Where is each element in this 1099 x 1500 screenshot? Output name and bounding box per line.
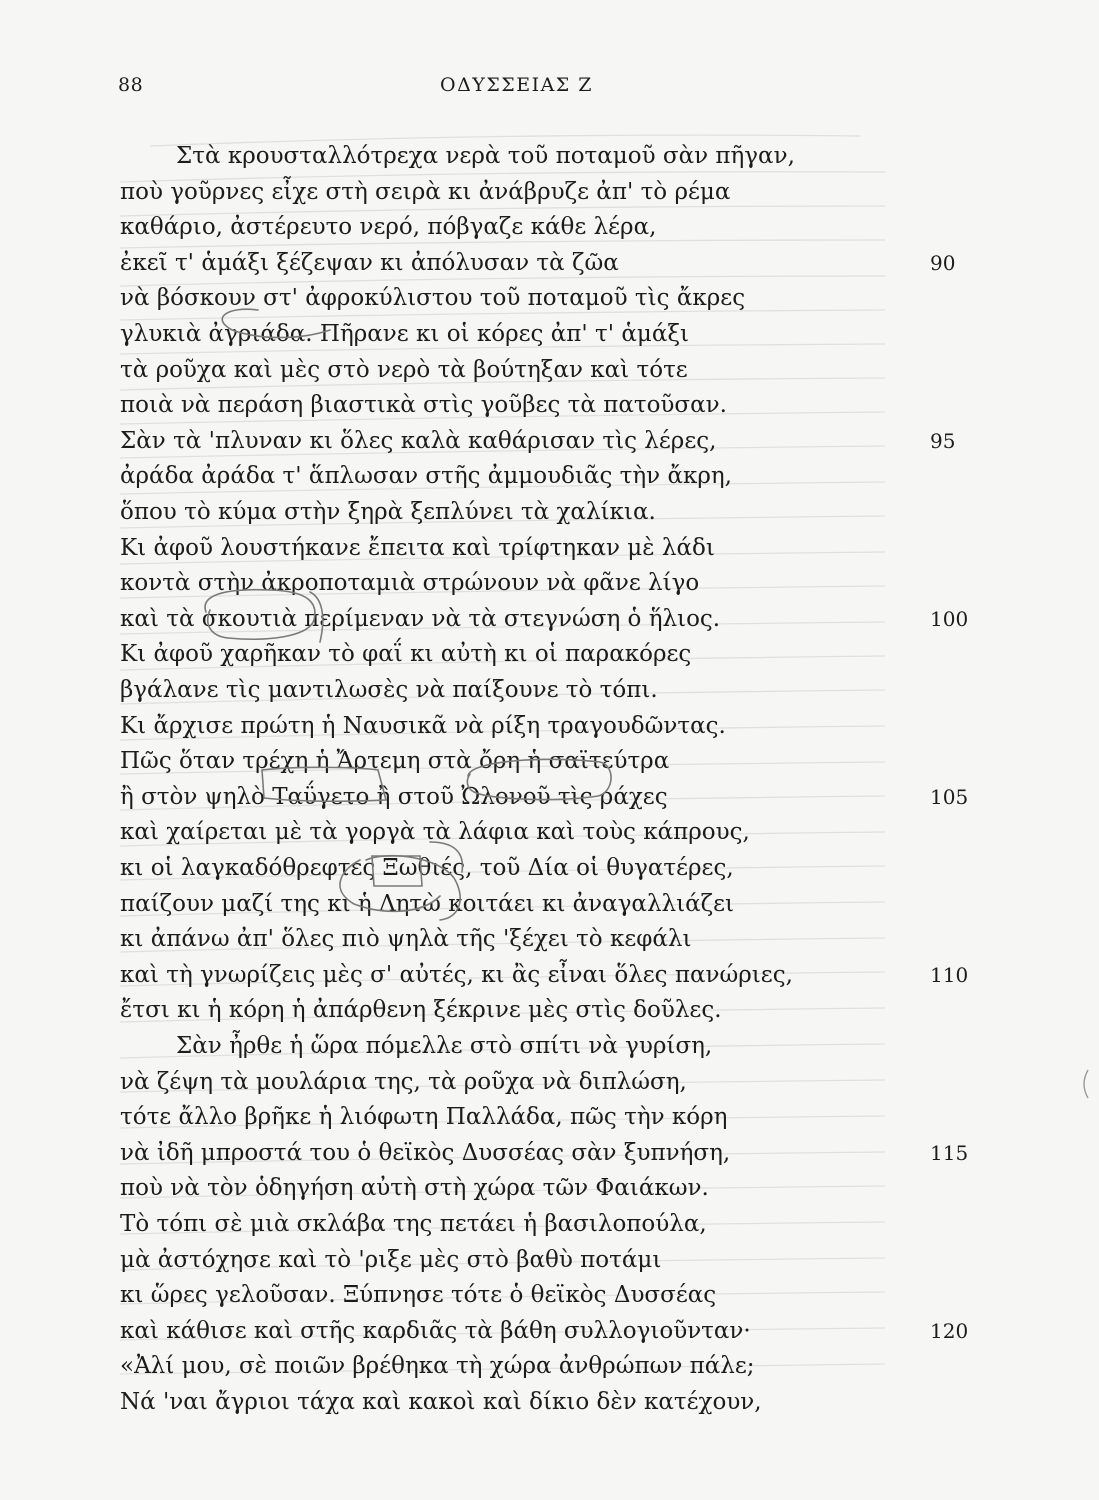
verse-line-text: νὰ ἰδῆ μπροστά του ὁ θεϊκὸς Δυσσέας σὰν ξυπνήση, [120,1139,731,1166]
verse-line-text: καὶ τὰ σκουτιὰ περίμεναν νὰ τὰ στεγνώση ὁ ἥλιος. [120,605,721,632]
verse-line-text: ποὺ γοῦρνες εἶχε στὴ σειρὰ κι ἀνάβρυζε ἀπ' τὸ ρέμα [120,178,731,205]
verse-line [120,139,960,175]
verse-line [120,993,960,1029]
verse-line-text: κι οἱ λαγκαδόθρεφτες Ξωθιές, τοῦ Δία οἱ θυγατέρες, [120,855,734,881]
verse-line-text: Σὰν τὰ 'πλυναν κι ὅλες καλὰ καθάρισαν τὶς λέρες, [120,427,717,454]
verse-line [120,637,960,673]
line-number: 95 [930,428,956,453]
verse-line [120,673,960,709]
verse-line-text: τότε ἄλλο βρῆκε ἡ λιόφωτη Παλλάδα, πῶς τὴν κόρη [120,1104,728,1131]
verse-line [120,1100,960,1136]
line-number: 100 [930,606,969,631]
verse-line [120,602,969,638]
verse-line [120,709,960,745]
verse-line-text: «Ἀλί μου, σὲ ποιῶν βρέθηκα τὴ χώρα ἀνθρώπων πάλε; [120,1353,755,1380]
verse-line-text: Κι ἄρχισε πρώτη ἡ Ναυσικᾶ νὰ ρίξη τραγουδῶντας. [120,712,726,739]
verse-line [120,1065,960,1101]
verse-line [120,922,960,958]
verse-line [120,210,960,246]
verse-line [120,246,960,282]
verse-line [120,1207,960,1243]
verse-line [120,1243,960,1279]
verse-line [120,1171,960,1207]
verse-line-text: ποιὰ νὰ περάση βιαστικὰ στὶς γοῦβες τὰ πατοῦσαν. [120,392,727,419]
verse-line [120,1349,960,1385]
verse-line [120,566,960,602]
verse-line [120,780,969,816]
verse-line-text: τὰ ροῦχα καὶ μὲς στὸ νερὸ τὰ βούτηξαν καὶ τότε [120,356,688,383]
verse-line-text: καὶ χαίρεται μὲ τὰ γοργὰ τὰ λάφια καὶ τοὺς κάπρους, [120,819,750,846]
verse-line-text: ποὺ νὰ τὸν ὁδηγήση αὐτὴ στὴ χώρα τῶν Φαιάκων. [120,1175,709,1202]
verse-line [120,958,969,994]
verse-line [120,744,960,780]
verse-line [120,887,960,923]
verse-line-text: κι ὥρες γελοῦσαν. Ξύπνησε τότε ὁ θεϊκὸς Δυσσέας [120,1282,717,1309]
verse-line-text: καὶ τὴ γνωρίζεις μὲς σ' αὐτές, κι ἂς εἶναι ὅλες πανώριες, [120,961,793,988]
verse-line-text: Κι ἀφοῦ χαρῆκαν τὸ φαΐ κι αὐτὴ κι οἱ παρακόρες [120,641,692,668]
verse-line-text: παίζουν μαζί της κι ἡ Λητὼ κοιτάει κι ἀναγαλλιάζει [120,890,735,917]
verse-line-text: βγάλανε τὶς μαντιλωσὲς νὰ παίξουνε τὸ τόπι. [120,677,658,703]
line-number: 90 [930,250,956,275]
verse-line-text: νὰ βόσκουν στ' ἀφροκύλιστου τοῦ ποταμοῦ τὶς ἄκρες [120,285,746,312]
verse-line [120,495,960,531]
verse-line [120,317,960,353]
verse-line [120,459,960,495]
verse-line [120,851,960,887]
verse-line-text: ἔτσι κι ἡ κόρη ἡ ἀπάρθενη ξέκρινε μὲς στὶς δοῦλες. [120,997,722,1024]
verse-line-text: μὰ ἀστόχησε καὶ τὸ 'ριξε μὲς στὸ βαθὺ ποτάμι [120,1246,662,1273]
verse-line-text: νὰ ζέψη τὰ μουλάρια της, τὰ ροῦχα νὰ διπλώση, [120,1068,687,1095]
verse-line [120,1385,960,1421]
verse-line-text: καὶ κάθισε καὶ στῆς καρδιᾶς τὰ βάθη συλλογιοῦνταν· [120,1317,751,1344]
verse-line-text: Σὰν ἦρθε ἡ ὥρα πόμελλε στὸ σπίτι νὰ γυρίση, [176,1033,713,1059]
line-number: 105 [930,784,969,809]
verse-line [120,353,960,389]
running-head: ΟΔΥΣΣΕΙΑΣ Ζ [440,74,593,96]
verse-line-text: Νά 'ναι ἄγριοι τάχα καὶ κακοὶ καὶ δίκιο δὲν κατέχουν, [120,1389,762,1415]
page-number: 88 [118,74,144,96]
verse-line [120,388,960,424]
verse-line-text: Τὸ τόπι σὲ μιὰ σκλάβα της πετάει ἡ βασιλοπούλα, [120,1211,707,1237]
verse-line [120,1029,960,1065]
verse-line-text: γλυκιὰ ἀγριάδα. Πῆρανε κι οἱ κόρες ἀπ' τ' ἁμάξι [120,321,690,347]
line-number: 110 [930,962,969,987]
verse-line-text: ἀράδα ἀράδα τ' ἅπλωσαν στῆς ἀμμουδιᾶς τὴν ἄκρη, [120,463,732,490]
verse-line-text: ἢ στὸν ψηλὸ Ταΰγετο ἢ στοῦ Ὠλονοῦ τὶς ράχες [120,783,668,810]
verse-line [120,1136,969,1172]
verse-line [120,1314,969,1350]
verse-line [120,281,960,317]
line-number: 115 [930,1140,969,1165]
verse-line [120,1278,960,1314]
verse-line-text: κοντὰ στὴν ἀκροποταμιὰ στρώνουν νὰ φᾶνε λίγο [120,570,700,597]
line-number: 120 [930,1318,969,1343]
verse-line-text: ἐκεῖ τ' ἁμάξι ξέζεψαν κι ἀπόλυσαν τὰ ζῶα [120,249,619,276]
verse-line-text: καθάριο, ἀστέρευτο νερό, πόβγαζε κάθε λέρα, [120,214,657,241]
verse-line [120,531,960,567]
verse-line [120,815,960,851]
verse-line-text: Στὰ κρουσταλλότρεχα νερὰ τοῦ ποταμοῦ σὰν πῆγαν, [176,143,795,169]
verse-line-text: Πῶς ὅταν τρέχη ἡ Ἄρτεμη στὰ ὄρη ἡ σαϊτεύτρα [120,748,670,775]
verse-line-text: Κι ἀφοῦ λουστήκανε ἔπειτα καὶ τρίφτηκαν μὲ λάδι [120,534,715,561]
verse-line-text: κι ἀπάνω ἀπ' ὅλες πιὸ ψηλὰ τῆς 'ξέχει τὸ κεφάλι [120,926,692,953]
verse-line [120,424,960,460]
verse-line-text: ὅπου τὸ κύμα στὴν ξηρὰ ξεπλύνει τὰ χαλίκια. [120,499,656,525]
verse-line [120,175,960,211]
